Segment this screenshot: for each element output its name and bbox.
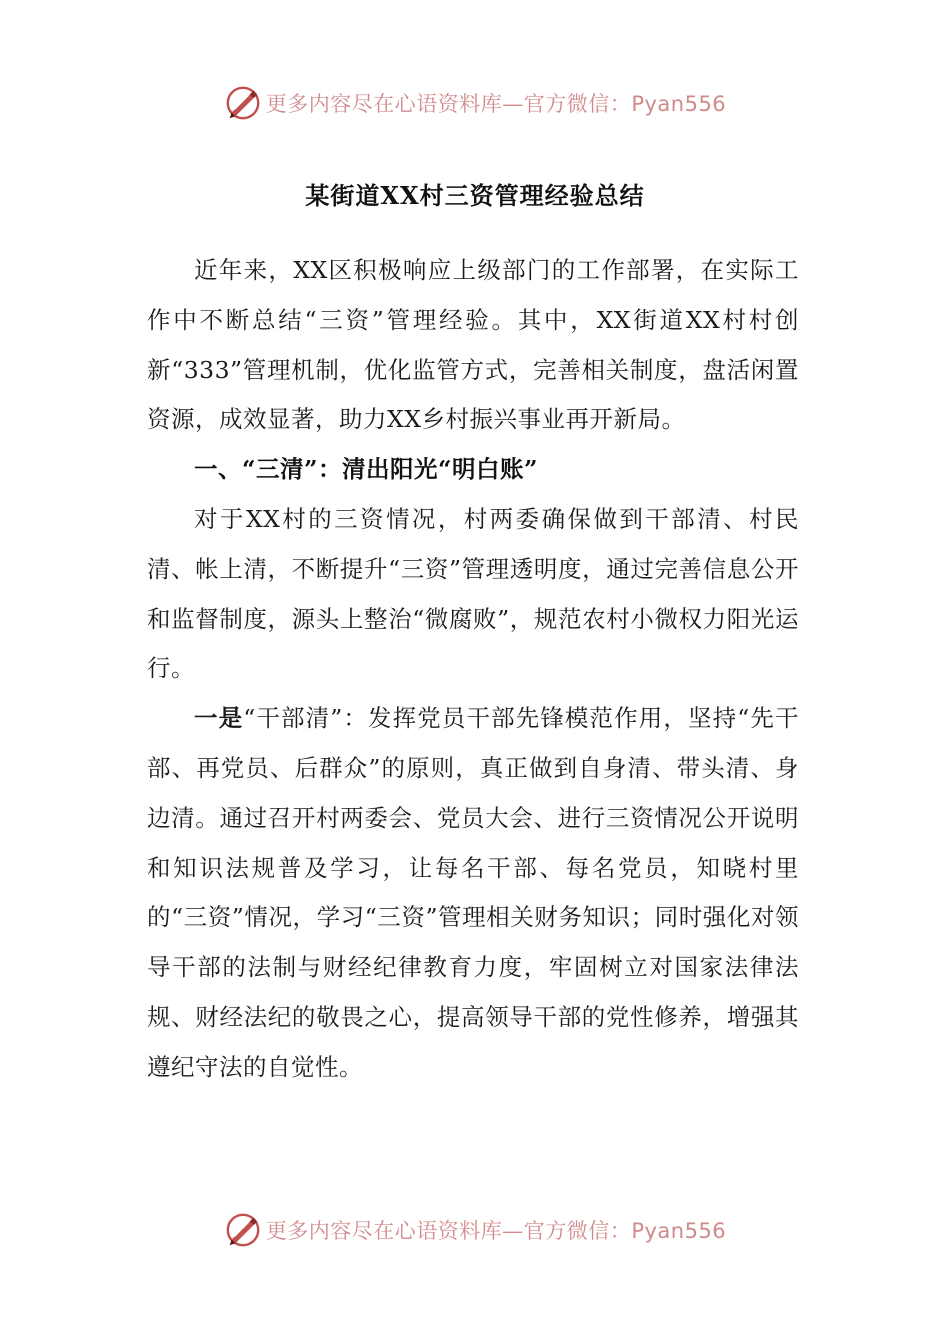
banner-wechat-id: Pyan556 bbox=[631, 92, 727, 116]
point-1-text: “干部清”：发挥党员干部先锋模范作用，坚持“先干部、再党员、后群众”的原则，真正做到自身清、带头清、身边清。通过召开村两委会、党员大会、进行三资情况公开说明和知识法规普及学习，让每名干部、每名党员，知晓村里的“三资”情况，学习“三资”管理相关财务知识；同时强化对领导干部的法制与财经纪律教育力度，牢固树立对国家法律法规、财经法纪的敬畏之心，提高领导干部的党性修养，增强其遵纪守法的自觉性。 bbox=[147, 704, 800, 1081]
banner-text bbox=[266, 1215, 726, 1245]
section-1-paragraph: 对于XX村的三资情况，村两委确保做到干部清、村民清、帐上清，不断提升“三资”管理透明度，通过完善信息公开和监督制度，源头上整治“微腐败”，规范农村小微权力阳光运行。 bbox=[147, 504, 799, 683]
document-body bbox=[147, 246, 799, 1093]
document-title: 某街道XX村三资管理经验总结 bbox=[305, 181, 645, 210]
banner-wechat-id: Pyan556 bbox=[631, 1219, 727, 1243]
section-heading-1: 一、“三清”：清出阳光“明白账” bbox=[194, 455, 539, 484]
banner-text bbox=[266, 88, 726, 118]
banner-label: 更多内容尽在心语资料库—官方微信： bbox=[265, 92, 632, 116]
point-1-lead: 一是 bbox=[194, 704, 244, 733]
intro-paragraph: 近年来，XX区积极响应上级部门的工作部署，在实际工作中不断总结“三资”管理经验。其中，XX街道XX村村创新“333”管理机制，优化监管方式，完善相关制度，盘活闲置资源，成效显著，助力XX乡村振兴事业再开新局。 bbox=[147, 256, 799, 434]
banner-label: 更多内容尽在心语资料库—官方微信： bbox=[265, 1219, 632, 1243]
pen-logo-icon bbox=[224, 1211, 262, 1249]
header-watermark-banner bbox=[0, 80, 950, 126]
point-1-paragraph bbox=[147, 694, 799, 1092]
pen-logo-icon bbox=[224, 84, 262, 122]
footer-watermark-banner bbox=[0, 1207, 950, 1253]
